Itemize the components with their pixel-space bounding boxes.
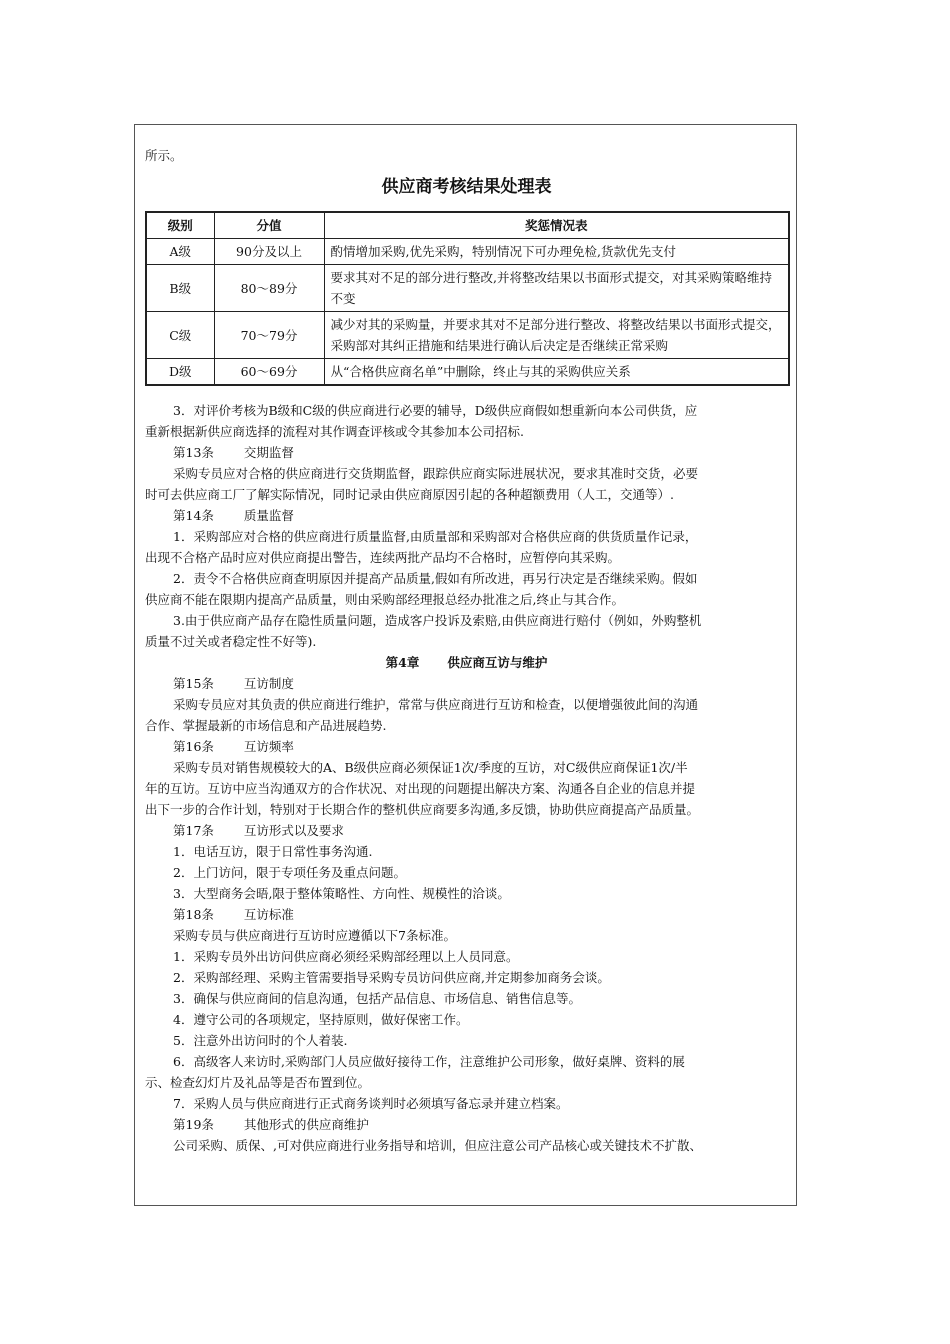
paragraph-line: 时可去供应商工厂了解实际情况，同时记录由供应商原因引起的各种超额费用（人工，交通等）. (145, 487, 674, 502)
evaluation-result-table (145, 211, 790, 386)
body-lines (145, 400, 788, 1156)
table-row (146, 359, 789, 386)
cell-grade: B级 (146, 265, 214, 312)
paragraph-line: 采购专员应对合格的供应商进行交货期监督，跟踪供应商实际进展状况，要求其准时交货，必要 (173, 466, 699, 481)
heading-title: 其他形式的供应商维护 (243, 1117, 369, 1132)
heading-number: 第14条 (173, 508, 214, 523)
paragraph-line: 1．采购专员外出访问供应商必须经采购部经理以上人员同意。 (173, 949, 519, 964)
cell-desc: 减少对其的采购量，并要求其对不足部分进行整改、将整改结果以书面形式提交，采购部对其纠正措施和结果进行确认后决定是否继续正常采购 (324, 312, 789, 359)
paragraph-line: 供应商不能在限期内提高产品质量，则由采购部经理报总经办批准之后,终止与其合作。 (145, 592, 624, 607)
heading-number: 第17条 (173, 823, 214, 838)
heading-title: 供应商互访与维护 (447, 655, 548, 670)
heading-number: 第15条 (173, 676, 214, 691)
heading-title: 互访标准 (243, 907, 294, 922)
article-heading (145, 442, 788, 463)
article-heading (145, 904, 788, 925)
paragraph-line: 6．高级客人来访时,采购部门人员应做好接待工作，注意维护公司形象，做好桌牌、资料的展 (173, 1054, 685, 1069)
document-body (145, 145, 788, 1156)
top-text: 所示。 (145, 148, 183, 163)
article-heading (145, 1114, 788, 1135)
heading-number: 第19条 (173, 1117, 214, 1132)
cell-score: 70～79分 (214, 312, 324, 359)
paragraph-line: 采购专员与供应商进行互访时应遵循以下7条标准。 (173, 928, 456, 943)
table-row (146, 239, 789, 265)
paragraph-line: 采购专员应对其负责的供应商进行维护，常常与供应商进行互访和检查，以便增强彼此间的沟通 (173, 697, 699, 712)
table-header-row (146, 212, 789, 239)
heading-number: 第18条 (173, 907, 214, 922)
paragraph-line: 质量不过关或者稳定性不好等). (145, 634, 317, 649)
table-title: 供应商考核结果处理表 (381, 177, 552, 197)
cell-grade: A级 (146, 239, 214, 265)
heading-number: 第13条 (173, 445, 214, 460)
article-heading (145, 673, 788, 694)
paragraph-line: 采购专员对销售规模较大的A、B级供应商必须保证1次/季度的互访，对C级供应商保证1次/半 (173, 760, 688, 775)
article-heading (145, 736, 788, 757)
heading-title: 交期监督 (243, 445, 294, 460)
cell-score: 80～89分 (214, 265, 324, 312)
table-row (146, 265, 789, 312)
paragraph-line: 3．大型商务会晤,限于整体策略性、方向性、规模性的洽谈。 (173, 886, 510, 901)
document-frame (134, 124, 797, 1206)
header-score: 分值 (214, 212, 324, 239)
cell-grade: C级 (146, 312, 214, 359)
cell-desc: 酌情增加采购,优先采购，特别情况下可办理免检,货款优先支付 (324, 239, 789, 265)
paragraph-line: 2．采购部经理、采购主管需要指导采购专员访问供应商,并定期参加商务会谈。 (173, 970, 610, 985)
article-heading (145, 505, 788, 526)
paragraph-line: 3.由于供应商产品存在隐性质量问题，造成客户投诉及索赔,由供应商进行赔付（例如，外购整机 (173, 613, 702, 628)
cell-desc: 从“合格供应商名单”中删除，终止与其的采购供应关系 (324, 359, 789, 386)
heading-title: 互访制度 (243, 676, 294, 691)
header-desc: 奖惩情况表 (324, 212, 789, 239)
paragraph-line: 年的互访。互访中应当沟通双方的合作状况、对出现的问题提出解决方案、沟通各自企业的信息并提 (145, 781, 696, 796)
paragraph-line: 4．遵守公司的各项规定，坚持原则，做好保密工作。 (173, 1012, 469, 1027)
cell-desc: 要求其对不足的部分进行整改,并将整改结果以书面形式提交，对其采购策略维持不变 (324, 265, 789, 312)
paragraph-line: 2．上门访问，限于专项任务及重点问题。 (173, 865, 406, 880)
paragraph-line: 2．责令不合格供应商查明原因并提高产品质量,假如有所改进，再另行决定是否继续采购。假如 (173, 571, 698, 586)
cell-score: 60～69分 (214, 359, 324, 386)
paragraph-line: 合作、掌握最新的市场信息和产品进展趋势. (145, 718, 387, 733)
paragraph-line: 3．确保与供应商间的信息沟通，包括产品信息、市场信息、销售信息等。 (173, 991, 581, 1006)
heading-title: 互访形式以及要求 (243, 823, 344, 838)
paragraph-line: 5．注意外出访问时的个人着装. (173, 1033, 348, 1048)
paragraph-line: 出现不合格产品时应对供应商提出警告，连续两批产品均不合格时，应暂停向其采购。 (145, 550, 621, 565)
paragraph-line: 7．采购人员与供应商进行正式商务谈判时必须填写备忘录并建立档案。 (173, 1096, 569, 1111)
heading-number: 第16条 (173, 739, 214, 754)
paragraph-line: 公司采购、质保、,可对供应商进行业务指导和培训，但应注意公司产品核心或关键技术不扩散、 (173, 1138, 702, 1153)
heading-title: 质量监督 (243, 508, 294, 523)
header-grade: 级别 (146, 212, 214, 239)
heading-number: 第4章 (385, 655, 420, 670)
chapter-heading (145, 652, 788, 673)
cell-grade: D级 (146, 359, 214, 386)
paragraph-line: 1．电话互访，限于日常性事务沟通. (173, 844, 373, 859)
heading-title: 互访频率 (243, 739, 294, 754)
cell-score: 90分及以上 (214, 239, 324, 265)
paragraph-line: 重新根据新供应商选择的流程对其作调查评核或令其参加本公司招标. (145, 424, 524, 439)
paragraph-line: 1．采购部应对合格的供应商进行质量监督,由质量部和采购部对合格供应商的供货质量作记录， (173, 529, 698, 544)
paragraph-line: 示、检查幻灯片及礼品等是否布置到位。 (145, 1075, 371, 1090)
paragraph-line: 3．对评价考核为B级和C级的供应商进行必要的辅导，D级供应商假如想重新向本公司供货，应 (173, 403, 698, 418)
article-heading (145, 820, 788, 841)
table-row (146, 312, 789, 359)
paragraph-line: 出下一步的合作计划，特别对于长期合作的整机供应商要多沟通,多反馈，协助供应商提高产品质量。 (145, 802, 699, 817)
